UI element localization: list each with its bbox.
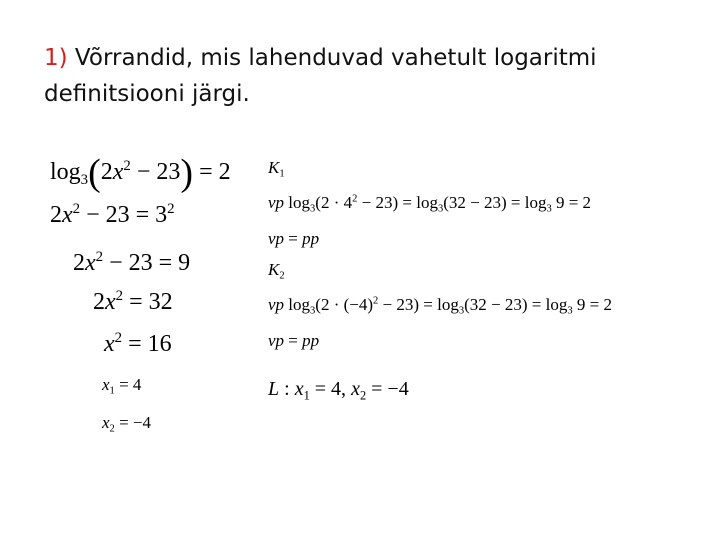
root-x2: $x_2 = -4$	[102, 413, 151, 435]
title-number: 1)	[44, 45, 68, 71]
step-evaluate-power: $2x^2 - 23 = 9$	[73, 249, 191, 276]
check-k1-result: vp = pp	[268, 229, 320, 248]
title-text: Võrrandid, mis lahenduvad vahetult logaritmi definitsiooni järgi.	[44, 45, 597, 107]
check-label-k2: $K_2$	[268, 260, 285, 282]
step-exponential-form: $2x^2 - 23 = 3^2$	[50, 201, 175, 228]
step-isolate-term: $2x^2 = 32$	[93, 288, 173, 315]
check-k2-substitution: vp $\log_3(2 \cdot (-4)^2 - 23) = \log_3(32 - 23) = \log_3 9 = 2$	[268, 295, 612, 317]
root-x1: $x_1 = 4$	[102, 375, 142, 397]
check-label-k1: $K_1$	[268, 158, 285, 180]
check-k1-substitution: vp $\log_3(2 \cdot 4^2 - 23) = \log_3(32 - 23) = \log_3 9 = 2$	[268, 193, 592, 215]
answer-line: L : $x_1 = 4$, $x_2 = -4$	[268, 378, 409, 403]
check-k2-result: vp = pp	[268, 331, 320, 350]
slide-title	[44, 40, 704, 112]
step-log-equation: $\log_3(2x^2 - 23) = 2$	[50, 151, 231, 194]
step-divide: $x^2 = 16$	[104, 330, 172, 357]
